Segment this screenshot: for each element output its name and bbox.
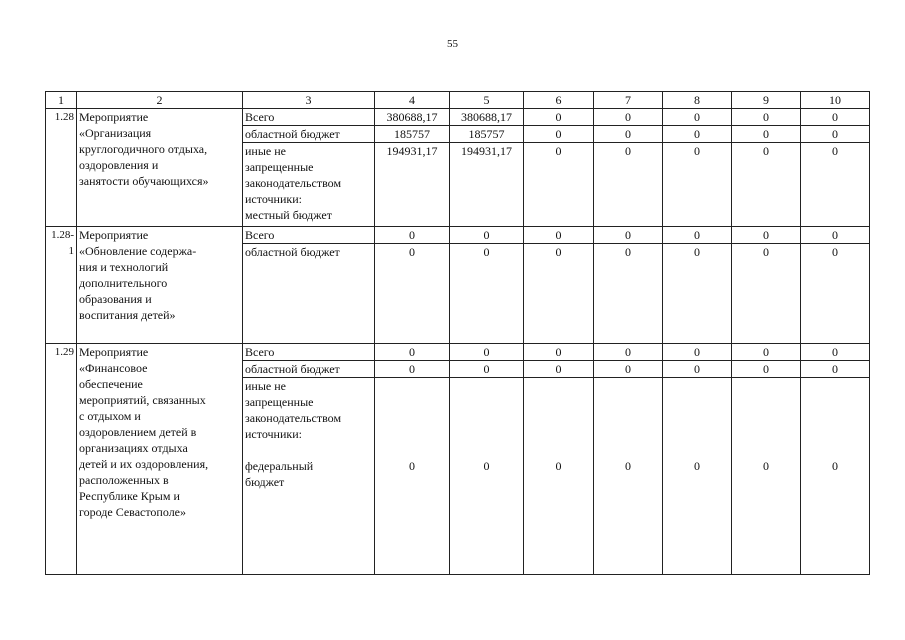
value-cell: 0 [801,244,870,344]
value-cell: 0 [594,143,663,227]
budget-table [45,91,870,575]
title-line: организациях отдыха [79,441,188,455]
source-line: запрещенные [245,395,314,409]
value-cell: 0 [375,361,450,378]
header-cell: 9 [732,92,801,109]
value-cell: 0 [801,361,870,378]
value-cell: 380688,17 [375,109,450,126]
title-line: обеспечение [79,377,143,391]
value-cell: 0 [663,143,732,227]
table-row [46,344,870,361]
title-line: «Финансовое [79,361,148,375]
title-line: ния и технологий [79,260,169,274]
header-row [46,92,870,109]
title-line: городе Севастополе» [79,505,187,519]
title-line: Мероприятие [79,228,149,242]
title-line: оздоровлением детей в [79,425,197,439]
title-line: занятости обучающихся» [79,174,209,188]
title-line: детей и их оздоровления, [79,457,209,471]
source-label-cell: областной бюджет [243,361,375,378]
title-line: с отдыхом и [79,409,141,423]
value-cell: 0 [663,109,732,126]
value-cell: 0 [594,126,663,143]
value-cell: 0 [594,378,663,575]
value-cell: 0 [524,244,594,344]
header-cell: 8 [663,92,732,109]
value-cell: 0 [663,344,732,361]
source-line: источники: [245,427,302,441]
title-line: образования и [79,292,152,306]
value-cell: 0 [524,126,594,143]
source-line: законодательством [245,411,342,425]
value-cell: 0 [663,361,732,378]
source-line: местный бюджет [245,208,332,222]
value-cell: 0 [732,227,801,244]
source-line: иные не [245,379,286,393]
value-cell: 0 [732,344,801,361]
value-cell: 0 [732,109,801,126]
header-cell: 2 [77,92,243,109]
value-cell: 194931,17 [375,143,450,227]
table-row [46,227,870,244]
value-cell: 0 [801,344,870,361]
value-cell: 0 [524,143,594,227]
source-label-cell: Всего [243,344,375,361]
value-cell: 0 [732,126,801,143]
page-number: 55 [447,38,458,50]
value-cell: 0 [524,378,594,575]
title-line: воспитания детей» [79,308,176,322]
source-label-cell [243,378,375,575]
value-cell: 0 [801,143,870,227]
value-cell: 0 [594,109,663,126]
title-line: Мероприятие [79,345,149,359]
header-cell: 1 [46,92,77,109]
header-cell: 10 [801,92,870,109]
event-title-cell [77,109,243,227]
source-line: источники: [245,192,302,206]
table-row [46,109,870,126]
source-label-cell: Всего [243,227,375,244]
value-cell: 185757 [375,126,450,143]
event-title-cell [77,344,243,575]
value-cell: 0 [732,143,801,227]
header-cell: 3 [243,92,375,109]
source-label-cell: областной бюджет [243,126,375,143]
value-cell: 0 [594,244,663,344]
source-line: бюджет [245,475,285,489]
header-cell: 7 [594,92,663,109]
row-number-cell: 1.28 [46,109,77,227]
value-cell: 0 [524,227,594,244]
header-cell: 4 [375,92,450,109]
title-line: «Организация [79,126,152,140]
title-line: мероприятий, связанных [79,393,206,407]
value-cell: 0 [663,227,732,244]
title-line: оздоровления и [79,158,159,172]
value-cell: 0 [801,126,870,143]
value-cell: 0 [732,244,801,344]
header-cell: 6 [524,92,594,109]
value-cell: 0 [663,378,732,575]
row-number-cell: 1.28-1 [46,227,77,344]
value-cell: 0 [450,244,524,344]
source-line: запрещенные [245,160,314,174]
source-label-cell [243,143,375,227]
value-cell: 185757 [450,126,524,143]
source-line: законодательством [245,176,342,190]
title-line: Мероприятие [79,110,149,124]
value-cell: 0 [375,344,450,361]
value-cell: 194931,17 [450,143,524,227]
value-cell: 0 [524,109,594,126]
value-cell: 0 [663,126,732,143]
title-line: Республике Крым и [79,489,180,503]
title-line: расположенных в [79,473,169,487]
source-line: иные не [245,144,286,158]
title-line: дополнительного [79,276,168,290]
value-cell: 0 [732,378,801,575]
value-cell: 0 [375,378,450,575]
header-cell: 5 [450,92,524,109]
title-line: «Обновление содержа- [79,244,197,258]
value-cell: 0 [594,361,663,378]
value-cell: 0 [524,361,594,378]
event-title-cell [77,227,243,344]
value-cell: 0 [524,344,594,361]
source-line: федеральный [245,459,314,473]
source-label-cell: Всего [243,109,375,126]
value-cell: 0 [450,227,524,244]
value-cell: 0 [663,244,732,344]
value-cell: 0 [375,227,450,244]
value-cell: 0 [594,344,663,361]
value-cell: 0 [375,244,450,344]
value-cell: 0 [801,378,870,575]
source-label-cell: областной бюджет [243,244,375,344]
value-cell: 0 [594,227,663,244]
row-number-cell: 1.29 [46,344,77,575]
value-cell: 0 [732,361,801,378]
value-cell: 0 [450,378,524,575]
title-line: круглогодичного отдыха, [79,142,208,156]
value-cell: 0 [450,361,524,378]
value-cell: 0 [801,227,870,244]
value-cell: 0 [450,344,524,361]
value-cell: 380688,17 [450,109,524,126]
value-cell: 0 [801,109,870,126]
